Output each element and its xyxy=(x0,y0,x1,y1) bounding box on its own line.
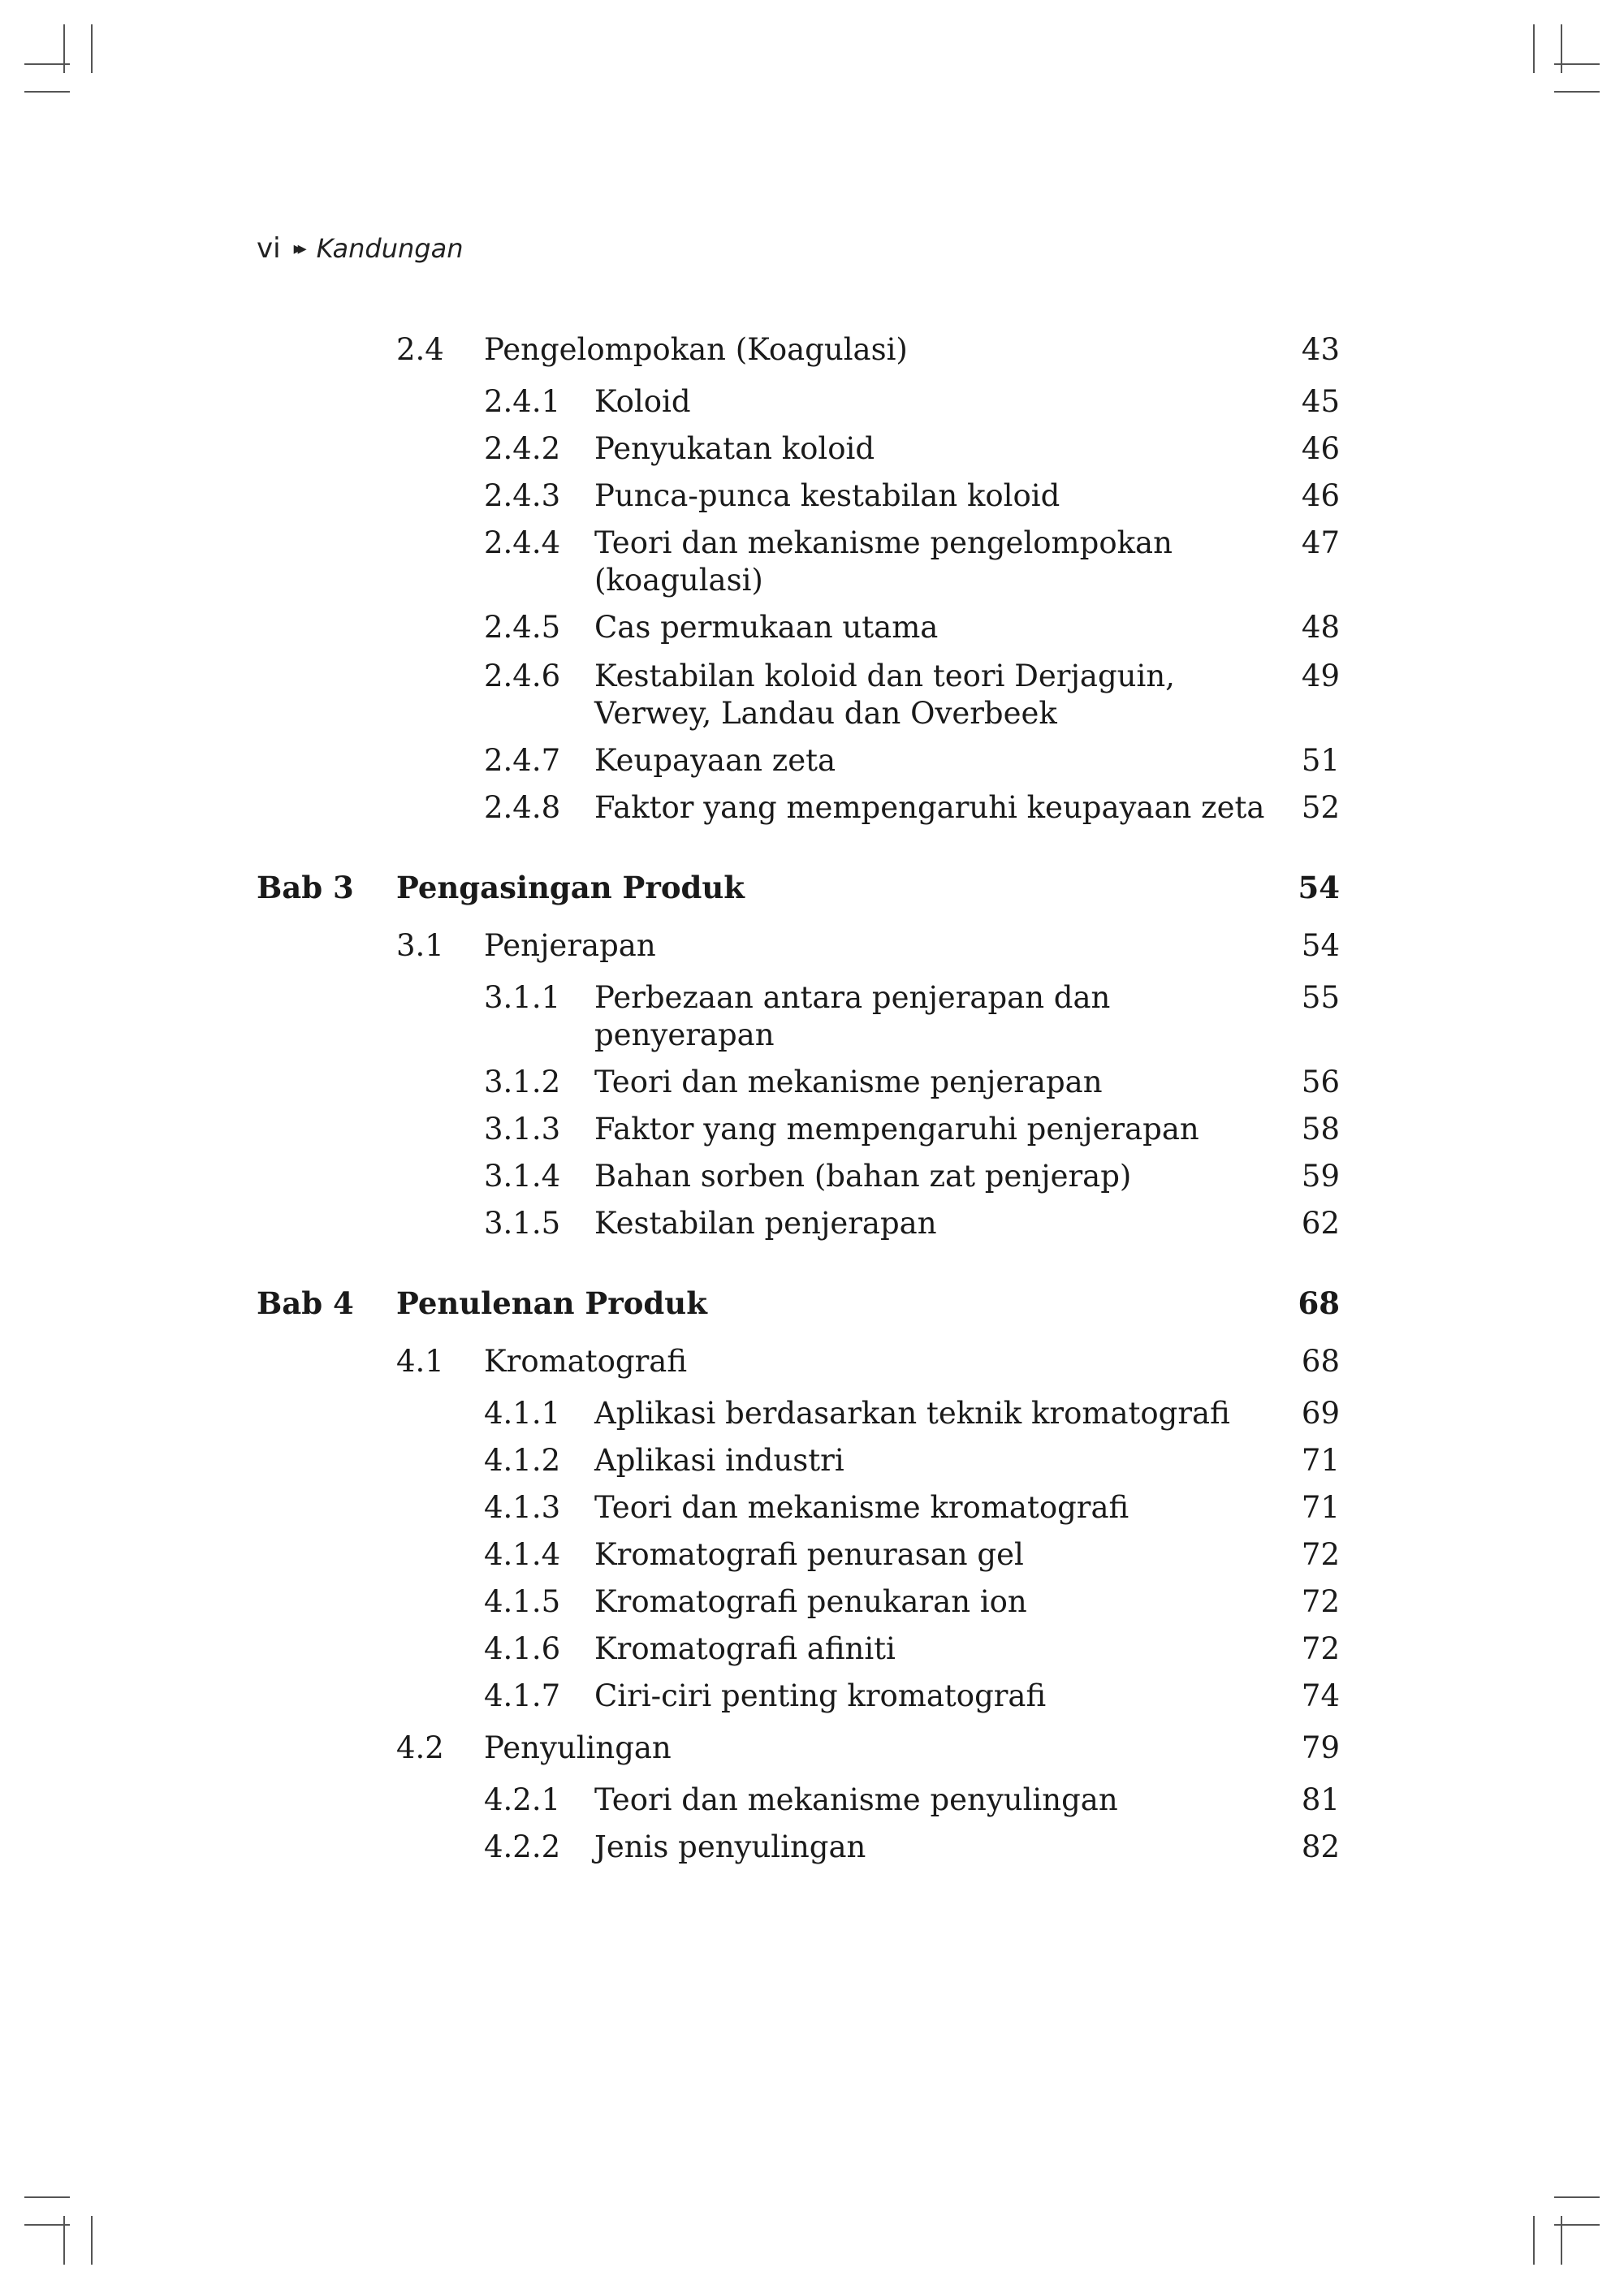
toc-subsection-row[interactable] xyxy=(257,1829,1340,1866)
crop-mark xyxy=(91,2216,93,2265)
toc-label: Keupayaan zeta xyxy=(594,743,836,778)
toc-label: Kestabilan koloid dan teori Derjaguin, Verwey, Landau dan Overbeek xyxy=(594,659,1175,731)
toc-label: Kromatografi penukaran ion xyxy=(594,1584,1027,1619)
toc-page-number: 49 xyxy=(1301,659,1340,693)
toc-number: 3.1.1 xyxy=(484,980,561,1015)
toc-page-number: 68 xyxy=(1301,1344,1340,1379)
toc-subsection-row[interactable] xyxy=(257,789,1340,827)
toc-page-number: 72 xyxy=(1301,1537,1340,1572)
crop-mark xyxy=(24,2224,70,2226)
toc-chapter-row[interactable] xyxy=(257,1285,1340,1322)
toc-number: 4.1.1 xyxy=(484,1396,561,1431)
toc-page-number: 62 xyxy=(1301,1206,1340,1241)
toc-page-number: 72 xyxy=(1301,1584,1340,1619)
toc-subsection-row[interactable] xyxy=(257,609,1340,646)
toc-label: Teori dan mekanisme penyulingan xyxy=(594,1782,1118,1817)
toc-label: Cas permukaan utama xyxy=(594,610,939,645)
toc-label: Kromatografi afiniti xyxy=(594,1631,896,1666)
toc-subsection-row[interactable] xyxy=(257,1782,1340,1819)
toc-number: 2.4 xyxy=(396,332,444,367)
toc-page-number: 43 xyxy=(1301,332,1340,367)
running-header xyxy=(257,232,463,265)
toc-number: 2.4.8 xyxy=(484,790,561,825)
toc-subsection-row[interactable] xyxy=(257,1489,1340,1527)
toc-section-row[interactable] xyxy=(257,1343,1340,1380)
crop-mark xyxy=(63,24,65,73)
toc-number: 4.1.7 xyxy=(484,1678,561,1713)
toc-subsection-row[interactable] xyxy=(257,979,1340,1054)
toc-subsection-row[interactable] xyxy=(257,1158,1340,1195)
toc-number: Bab 3 xyxy=(257,870,354,905)
double-arrow-icon: ▸▸ xyxy=(293,238,302,259)
toc-number: 4.2.2 xyxy=(484,1829,561,1864)
toc-subsection-row[interactable] xyxy=(257,477,1340,515)
toc-subsection-row[interactable] xyxy=(257,1111,1340,1148)
toc-page-number: 55 xyxy=(1301,980,1340,1015)
toc-subsection-row[interactable] xyxy=(257,430,1340,468)
toc-section-row[interactable] xyxy=(257,927,1340,965)
toc-label: Penyulingan xyxy=(484,1730,672,1765)
toc-page-number: 74 xyxy=(1301,1678,1340,1713)
toc-page-number: 56 xyxy=(1301,1065,1340,1099)
toc-number: 3.1.5 xyxy=(484,1206,561,1241)
toc-page-number: 68 xyxy=(1298,1285,1340,1321)
crop-mark xyxy=(1561,24,1562,73)
toc-label: Perbezaan antara penjerapan dan penyerapan xyxy=(594,980,1111,1052)
toc-chapter-row[interactable] xyxy=(257,869,1340,906)
toc-number: 4.2.1 xyxy=(484,1782,561,1817)
toc-page-number: 69 xyxy=(1301,1396,1340,1431)
toc-page-number: 71 xyxy=(1301,1443,1340,1478)
toc-page-number: 81 xyxy=(1301,1782,1340,1817)
crop-mark xyxy=(24,2196,70,2198)
toc-number: 4.1 xyxy=(396,1344,444,1379)
toc-label: Punca-punca kestabilan koloid xyxy=(594,478,1060,513)
toc-number: 4.2 xyxy=(396,1730,444,1765)
toc-label: Ciri-ciri penting kromatografi xyxy=(594,1678,1047,1713)
toc-page-number: 72 xyxy=(1301,1631,1340,1666)
toc-subsection-row[interactable] xyxy=(257,1583,1340,1621)
toc-subsection-row[interactable] xyxy=(257,658,1340,732)
toc-number: 3.1 xyxy=(396,928,444,963)
toc-label: Pengasingan Produk xyxy=(396,870,745,905)
toc-label: Aplikasi berdasarkan teknik kromatografi xyxy=(594,1396,1230,1431)
toc-number: 3.1.3 xyxy=(484,1112,561,1147)
crop-mark xyxy=(1533,24,1535,73)
toc-label: Penyukatan koloid xyxy=(594,431,875,466)
toc-label: Koloid xyxy=(594,384,691,419)
toc-label: Faktor yang mempengaruhi keupayaan zeta xyxy=(594,790,1265,825)
toc-label: Pengelompokan (Koagulasi) xyxy=(484,332,908,367)
toc-number: 4.1.6 xyxy=(484,1631,561,1666)
toc-label: Penjerapan xyxy=(484,928,656,963)
crop-mark xyxy=(63,2216,65,2265)
toc-number: 4.1.4 xyxy=(484,1537,561,1572)
toc-page-number: 52 xyxy=(1301,790,1340,825)
toc-label: Kestabilan penjerapan xyxy=(594,1206,937,1241)
crop-mark xyxy=(91,24,93,73)
crop-mark xyxy=(1554,91,1600,93)
toc-page-number: 54 xyxy=(1298,870,1340,905)
toc-label: Penulenan Produk xyxy=(396,1285,707,1321)
toc-number: 2.4.3 xyxy=(484,478,561,513)
toc-page-number: 82 xyxy=(1301,1829,1340,1864)
toc-section-row[interactable] xyxy=(257,331,1340,369)
toc-number: 2.4.5 xyxy=(484,610,561,645)
toc-page-number: 47 xyxy=(1301,525,1340,560)
toc-page-number: 54 xyxy=(1301,928,1340,963)
toc-page-number: 51 xyxy=(1301,743,1340,778)
toc-subsection-row[interactable] xyxy=(257,525,1340,599)
toc-label: Kromatografi penurasan gel xyxy=(594,1537,1024,1572)
toc-label: Faktor yang mempengaruhi penjerapan xyxy=(594,1112,1199,1147)
toc-number: 4.1.2 xyxy=(484,1443,561,1478)
toc-page-number: 45 xyxy=(1301,384,1340,419)
toc-number: Bab 4 xyxy=(257,1285,354,1321)
toc-number: 4.1.3 xyxy=(484,1490,561,1525)
toc-label: Kromatografi xyxy=(484,1344,688,1379)
toc-page-number: 79 xyxy=(1301,1730,1340,1765)
toc-number: 2.4.2 xyxy=(484,431,561,466)
toc-subsection-row[interactable] xyxy=(257,1442,1340,1479)
crop-mark xyxy=(1561,2216,1562,2265)
toc-label: Teori dan mekanisme kromatografi xyxy=(594,1490,1129,1525)
toc-number: 2.4.6 xyxy=(484,659,561,693)
toc-subsection-row[interactable] xyxy=(257,742,1340,780)
toc-label: Bahan sorben (bahan zat penjerap) xyxy=(594,1159,1132,1194)
toc-subsection-row[interactable] xyxy=(257,1064,1340,1101)
toc-number: 2.4.7 xyxy=(484,743,561,778)
toc-number: 4.1.5 xyxy=(484,1584,561,1619)
toc-page-number: 48 xyxy=(1301,610,1340,645)
toc-subsection-row[interactable] xyxy=(257,383,1340,421)
toc-subsection-row[interactable] xyxy=(257,1678,1340,1715)
toc-subsection-row[interactable] xyxy=(257,1205,1340,1242)
toc-page-number: 46 xyxy=(1301,431,1340,466)
crop-mark xyxy=(24,63,70,65)
running-title: Kandungan xyxy=(316,233,464,264)
toc-page-number: 46 xyxy=(1301,478,1340,513)
toc-label: Jenis penyulingan xyxy=(594,1829,866,1864)
page-number: vi xyxy=(257,232,281,265)
toc-number: 3.1.4 xyxy=(484,1159,561,1194)
toc-page-number: 58 xyxy=(1301,1112,1340,1147)
toc-subsection-row[interactable] xyxy=(257,1630,1340,1668)
crop-mark xyxy=(1554,2224,1600,2226)
toc-section-row[interactable] xyxy=(257,1730,1340,1767)
toc-number: 3.1.2 xyxy=(484,1065,561,1099)
toc-number: 2.4.1 xyxy=(484,384,561,419)
crop-mark xyxy=(1554,63,1600,65)
crop-mark xyxy=(24,91,70,93)
toc-page-number: 59 xyxy=(1301,1159,1340,1194)
toc-subsection-row[interactable] xyxy=(257,1395,1340,1432)
toc-subsection-row[interactable] xyxy=(257,1536,1340,1574)
toc-label: Teori dan mekanisme penjerapan xyxy=(594,1065,1103,1099)
toc-page-number: 71 xyxy=(1301,1490,1340,1525)
toc-label: Aplikasi industri xyxy=(594,1443,844,1478)
crop-mark xyxy=(1554,2196,1600,2198)
toc-label: Teori dan mekanisme pengelompokan (koagulasi) xyxy=(594,525,1173,598)
crop-mark xyxy=(1533,2216,1535,2265)
toc-number: 2.4.4 xyxy=(484,525,561,560)
